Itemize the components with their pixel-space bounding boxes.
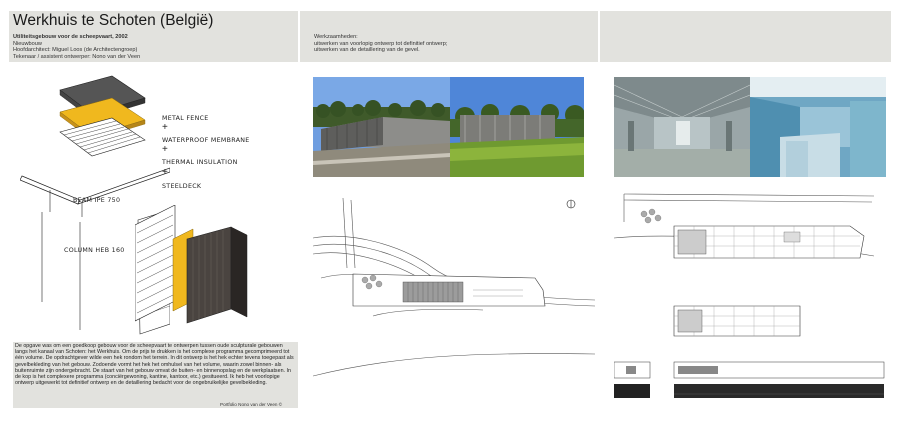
- description-text: De opgave was om een goedkoop gebouw voor de scheepvaart te ontwerpen tussen oude sculpturale gebouwen langs het kanaal van Schoten: het Werkhuis. Om de prijs te drukken is het complexe programma gecomprimeerd tot één volume. De opdrachtgever wilde een hek rondom het terrein. In dit ontwerp is het hek echter tevens toegepast als gevelbekleding van het gebouw. Zodoende vormt het hek het omhulsel van het volume, waarin zowel binnen- als buitenruimte zijn ondergebracht. De staart van het gebouw omvat de buiten- en binnenopslag en de werkplaatsen. In de kop is het complexere programma (conciërgewoning, kantine, kantoor, etc.) gesitueerd. Ik heb het voorlopige ontwerp uitgewerkt tot definitief ontwerp en de detaillering bedacht voor de ongebruikelijke gevelbekleding.: [15, 343, 294, 387]
- work-line-2: uitwerken van de detaillering van de gevel.: [314, 47, 420, 54]
- work-heading: Werkzaamheden:: [314, 34, 358, 40]
- facade-detail-block: [135, 205, 253, 327]
- project-type: Nieuwbouw: [13, 40, 42, 47]
- portfolio-footer: Portfolio Nono van der Veen ©: [220, 402, 283, 407]
- interior-photo-left: [614, 77, 750, 177]
- work-description: [314, 34, 447, 54]
- exterior-photo-left: [313, 77, 450, 177]
- project-meta: [13, 34, 140, 60]
- label-waterproof-membrane: WATERPROOF MEMBRANE: [162, 137, 250, 144]
- label-metal-fence: METAL FENCE: [162, 115, 209, 122]
- label-beam: BEAM IPE 750: [73, 197, 121, 204]
- work-line-1: uitwerken van voorlopig ontwerp tot definitief ontwerp;: [314, 40, 448, 47]
- header-band-right: [600, 11, 891, 62]
- site-plan: [313, 186, 595, 408]
- label-thermal-insulation: THERMAL INSULATION: [162, 159, 238, 166]
- project-architect: Hoofdarchitect: Miguel Loos (de Architectengroep): [13, 47, 138, 54]
- label-column: COLUMN HEB 160: [64, 247, 125, 254]
- plus-3: +: [162, 167, 168, 178]
- interior-photo-right: [750, 77, 886, 177]
- plus-1: +: [162, 122, 168, 133]
- plus-2: +: [162, 144, 168, 155]
- page-title: Werkhuis te Schoten (België): [13, 12, 214, 29]
- floor-plans: [614, 186, 892, 408]
- project-drafter: Tekenaar / assistent ontwerper: Nono van der Veen: [13, 53, 141, 60]
- exterior-photo-right: [450, 77, 584, 177]
- project-subtitle: Utiliteitsgebouw voor de scheepvaart, 2002: [13, 34, 128, 40]
- label-steeldeck: STEELDECK: [162, 183, 202, 190]
